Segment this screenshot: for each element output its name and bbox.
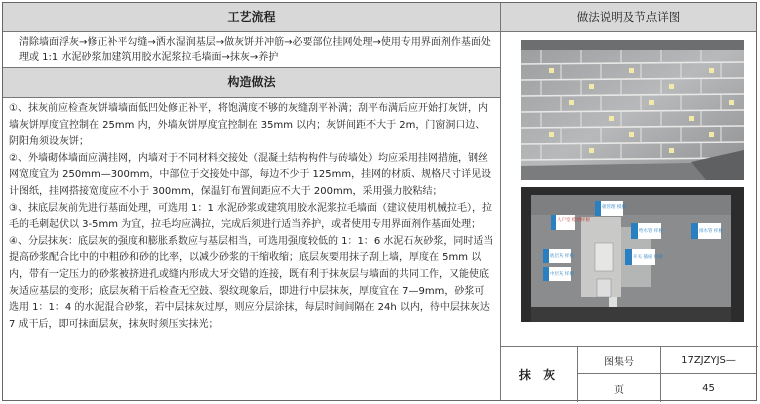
construction-header: 构造做法 (3, 68, 501, 98)
brick-wall-photo (521, 40, 744, 180)
notes-header: 做法说明及节点详图 (501, 3, 756, 32)
sample-wall-photo (521, 187, 744, 322)
construction-steps (3, 98, 501, 400)
item-name: 抹 灰 (501, 347, 578, 402)
sign-label-1: 人户室 桂网样板 (557, 218, 590, 223)
sign-label-5: 给水管 样板 (639, 229, 663, 234)
page-label: 页 (578, 374, 661, 402)
sign-label-3: 底层灰 样板 (550, 254, 574, 259)
atlas-number-label: 图集号 (578, 347, 661, 374)
step-1: ①、抹灰前应检查灰饼墙墙面低凹处修正补平，将饱满度不够的灰缝刮平补满；刮平布满后应开始打灰饼，内墙灰饼厚度宜控制在 25mm 内，外墙灰饼厚度宜控制在 35mm 以内；灰饼间距不大于 2m，门窗洞口边、阴阳角须设灰饼； (9, 103, 488, 148)
sign-label-2: 板管理 模板 (602, 205, 626, 210)
detail-sheet (2, 2, 757, 401)
process-flow-text: 清除墙面浮灰→修正补平勾缝→洒水湿润基层→做灰饼并冲筋→必要部位挂网处理→使用专用界面剂作基面处理或 1:1 水泥砂浆加建筑用胶水泥浆拉毛墙面→抹灰→养护 (3, 32, 501, 68)
atlas-number-value: 17ZJZYJS— (661, 347, 756, 374)
process-header: 工艺流程 (3, 3, 501, 32)
sign-label-7: 排水管 样板 (699, 229, 723, 234)
title-block (501, 346, 758, 402)
sign-label-4: 中层灰 样板 (550, 272, 574, 277)
step-2: ②、外墙砌体墙面应满挂网，内墙对于不同材料交接处（混凝土结构构件与砖墙处）均应采用挂网措施，钢丝网宽度宜为 250mm—300mm，中部位于交接处中部，每边不少于 125mm，挂网的材质、规格尺寸详见设计图纸，挂网搭接宽度应不小于 300mm，保温钉布置间距应不大于 200mm，采用强力胶粘结； (9, 152, 492, 197)
page-number: 45 (702, 382, 715, 394)
sign-label-6: 开关 插座 样板 (633, 255, 663, 260)
step-4: ④、分层抹灰：底层灰的强度和膨胀系数应与基层相当，可选用强度较低的 1：1：6 水泥石灰砂浆，同时适当提高砂浆配合比中的中粗砂和砂的比率，以减少砂浆的干缩收缩；底层灰要用抹子刮上墙，厚度在 5mm 以内，带有一定压力的砂浆被挤进孔或缝内形成大牙交错的连接，既有利于抹灰层与墙面的共同工作，又能使底灰适应基层的变形；底层灰稍干后检查无空鼓、裂纹现象后，即进行中层抹灰，厚度宜在 7—9mm，砂浆可选用 1：1：4 的水泥混合砂浆，若中层抹灰过厚，则应分层涂抹，每层时间间隔在 24h 以内，待中层抹灰达 7 成干后，即可抹面层灰，抹灰时须压实抹光； (9, 235, 494, 330)
step-3: ③、抹底层灰前先进行基面处理，可选用 1：1 水泥砂浆或建筑用胶水泥浆拉毛墙面（建议使用机械拉毛），拉毛的毛刺起伏以 3-5mm 为宜，拉毛均应满拉，完成后须进行适当养护，或者使用专用界面剂作基面处理； (9, 202, 493, 231)
